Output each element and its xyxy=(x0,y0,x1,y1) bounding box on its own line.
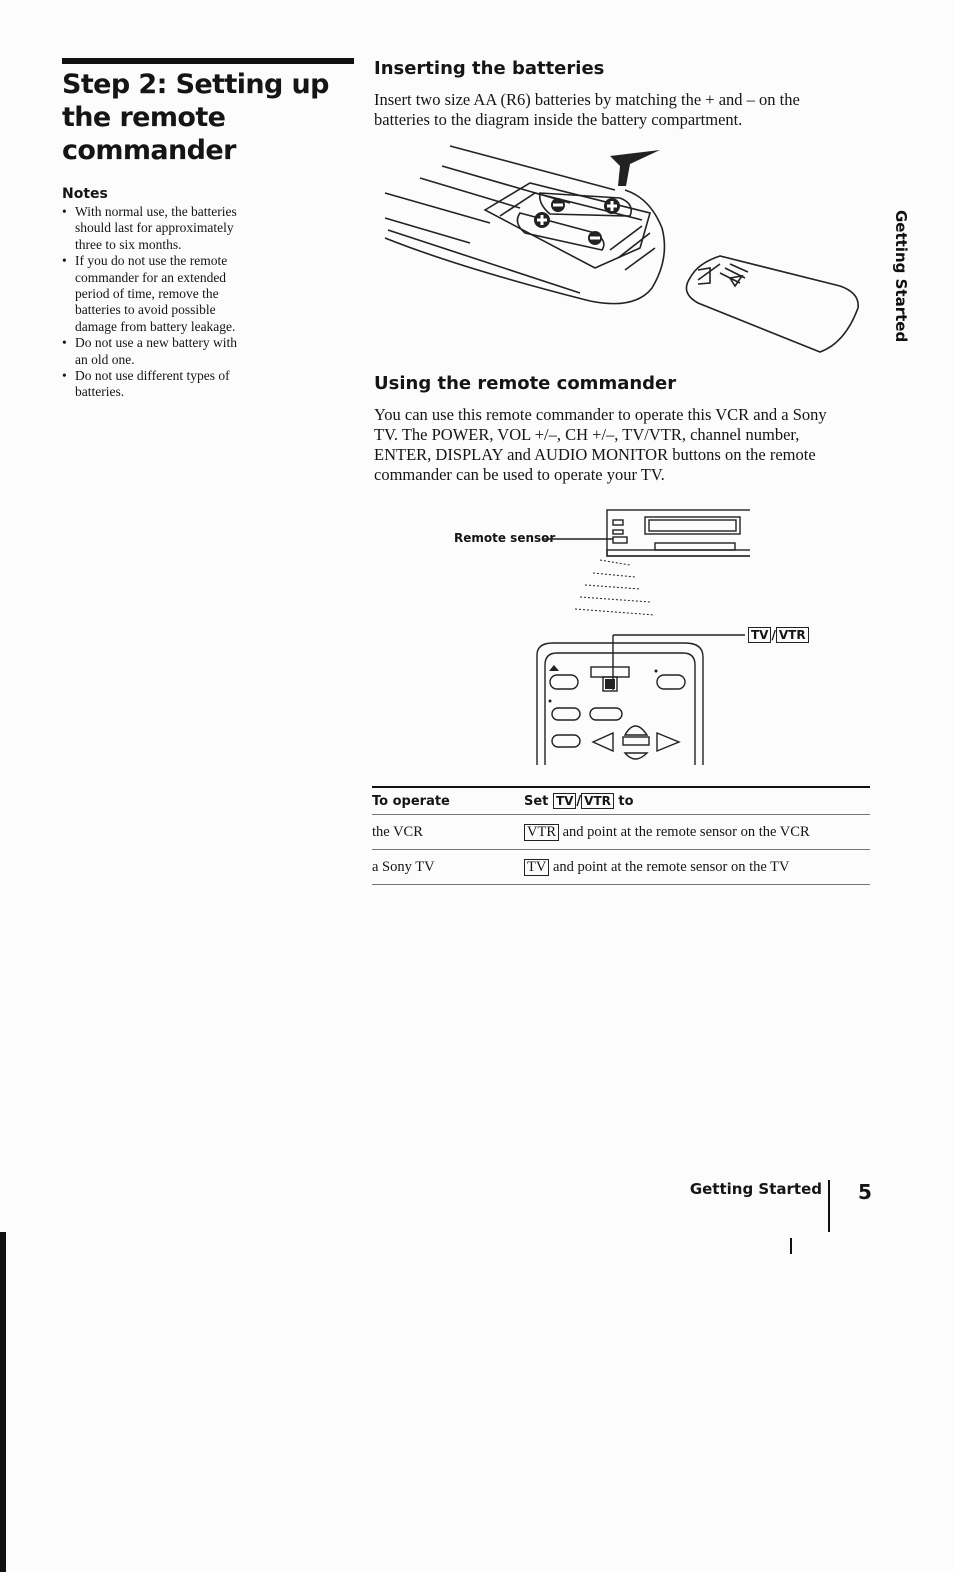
switch-separator: / xyxy=(771,628,776,642)
remote-sensor-label: Remote sensor xyxy=(454,531,556,545)
title-rule xyxy=(62,58,354,64)
note-item: • Do not use a new battery with an old one. xyxy=(62,335,247,368)
section-heading-using: Using the remote commander xyxy=(374,373,677,394)
header-set xyxy=(524,793,634,809)
header-separator: / xyxy=(576,794,582,809)
page-number: 5 xyxy=(858,1180,872,1204)
footer-section-name: Getting Started xyxy=(689,1180,822,1198)
tv-vtr-switch-label xyxy=(748,627,809,643)
row-action xyxy=(524,859,789,876)
notes-heading: Notes xyxy=(62,186,108,202)
row-action-text: and point at the remote sensor on the VCR xyxy=(562,823,810,840)
row-key: VTR xyxy=(524,824,559,841)
note-item: • With normal use, the batteries should last for approximately three to six months. xyxy=(62,204,247,253)
footer-tick xyxy=(790,1238,792,1254)
header-tv-key: TV xyxy=(553,793,576,809)
table-row xyxy=(372,815,870,850)
table-row xyxy=(372,850,870,885)
footer-rule xyxy=(828,1180,830,1232)
operation-table xyxy=(372,786,870,885)
header-vtr-key: VTR xyxy=(581,793,614,809)
using-text: You can use this remote commander to operate this VCR and a Sony TV. The POWER, VOL +/–, CH +/–, TV/VTR, channel number, ENTER, DISPLAY and AUDIO MONITOR buttons on the remote commander can be used to operate your TV. xyxy=(374,405,827,484)
side-tab-label: Getting Started xyxy=(892,210,910,343)
notes-list xyxy=(62,204,247,401)
remote-usage-illustration xyxy=(535,505,750,765)
row-target: a Sony TV xyxy=(372,858,435,875)
header-set-word: Set xyxy=(524,794,549,809)
tv-key: TV xyxy=(748,627,771,643)
batteries-text: Insert two size AA (R6) batteries by matching the + and – on the batteries to the diagram inside the battery compartment. xyxy=(374,90,800,129)
battery-insertion-illustration xyxy=(380,138,870,363)
note-item: • Do not use different types of batteries. xyxy=(62,368,247,401)
vtr-key: VTR xyxy=(776,627,809,643)
note-item: • If you do not use the remote commander for an extended period of time, remove the batteries to avoid possible damage from battery leakage. xyxy=(62,253,247,335)
section-heading-batteries: Inserting the batteries xyxy=(374,58,605,79)
page-title: Step 2: Setting up the remote commander xyxy=(62,69,329,166)
row-action-text: and point at the remote sensor on the TV xyxy=(552,858,790,875)
row-key: TV xyxy=(524,859,549,876)
table-header xyxy=(372,788,870,815)
row-action xyxy=(524,824,810,841)
header-to-word: to xyxy=(618,794,634,809)
section-side-tab xyxy=(884,90,954,343)
binding-edge xyxy=(0,1232,6,1572)
row-target: the VCR xyxy=(372,823,423,840)
header-to-operate: To operate xyxy=(372,793,450,809)
